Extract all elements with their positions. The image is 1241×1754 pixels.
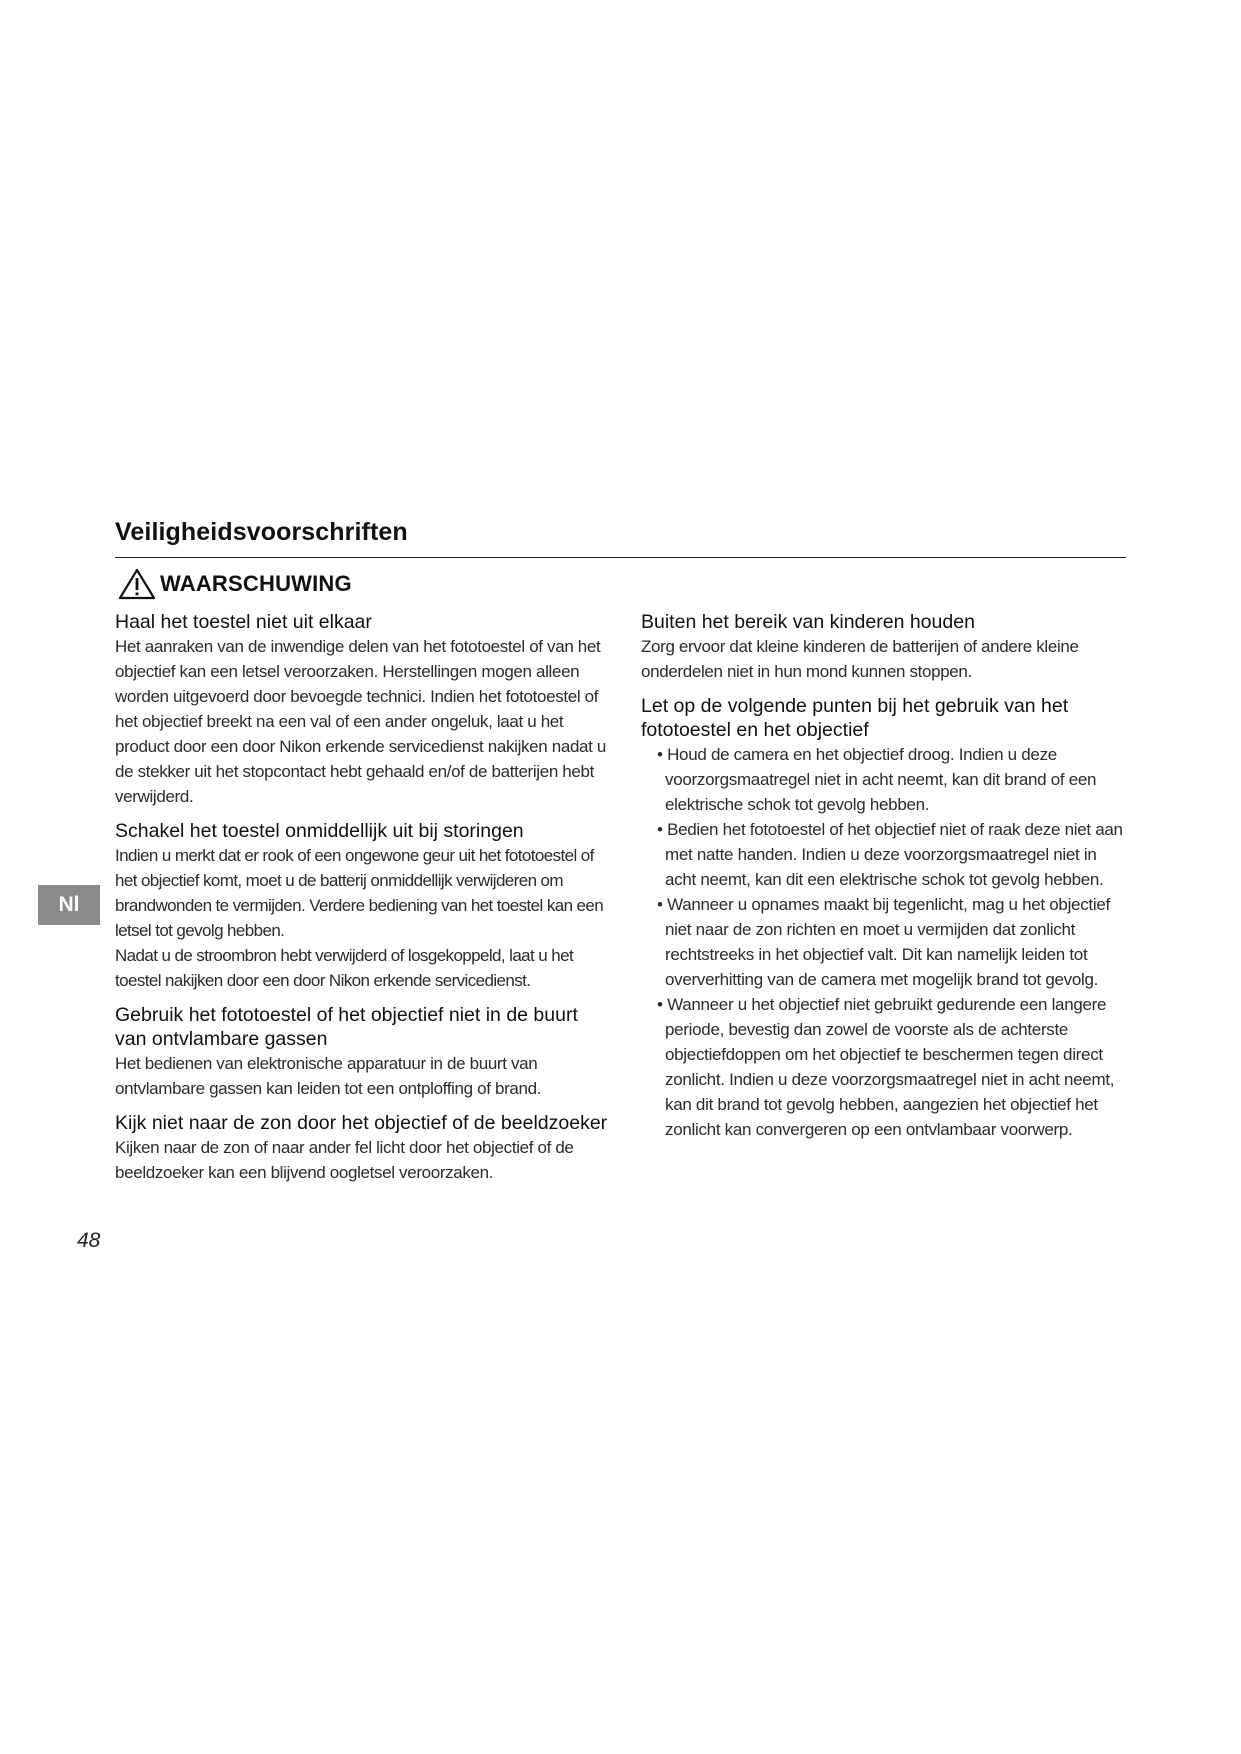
warning-triangle-icon [118, 568, 156, 600]
section-heading: Kijk niet naar de zon door het objectief of de beeldzoeker [115, 1112, 608, 1134]
section-heading: Buiten het bereik van kinderen houden [641, 611, 975, 633]
warning-heading [118, 568, 352, 600]
section-usage-precautions [641, 694, 1131, 1142]
section-body-secondary: Nadat u de stroombron hebt verwijderd of losgekoppeld, laat u het toestel nakijken door een door Nikon erkende servicedienst. [115, 946, 574, 990]
list-item: • Wanneer u opnames maakt bij tegenlicht, mag u het objectief niet naar de zon richten en moet u vermijden dat zonlicht rechtstreeks in het objectief valt. Dit kan namelijk leiden tot oververhitting van de camera met mogelijk brand tot gevolg. [657, 895, 1110, 989]
section-disassemble [115, 610, 613, 809]
section-heading: Gebruik het fototoestel of het objectief niet in de buurt van ontvlambare gassen [115, 1004, 578, 1050]
warning-label: WAARSCHUWING [160, 571, 352, 596]
section-children [641, 610, 1131, 684]
precaution-list [641, 742, 1131, 1142]
section-body: Indien u merkt dat er rook of een ongewone geur uit het fototoestel of het objectief komt, moet u de batterij onmiddellijk verwijderen om brandwonden te vermijden. Verdere bediening van het toestel kan een letsel tot gevolg hebben. [115, 846, 604, 940]
section-heading: Schakel het toestel onmiddellijk uit bij storingen [115, 820, 524, 842]
list-item: • Wanneer u het objectief niet gebruikt gedurende een langere periode, bevestig dan zowel de voorste als de achterste objectiefdoppen om het objectief te beschermen tegen direct zonlicht. Indien u deze voorzorgsmaatregel niet in acht neemt, kan dit brand tot gevolg hebben, aangezien het objectief het zonlicht kan convergeren op een ontvlambaar voorwerp. [657, 995, 1115, 1139]
section-body: Zorg ervoor dat kleine kinderen de batterijen of andere kleine onderdelen niet in hun mond kunnen stoppen. [641, 637, 1079, 681]
page-number: 48 [77, 1229, 101, 1252]
list-item: • Houd de camera en het objectief droog. Indien u deze voorzorgsmaatregel niet in acht neemt, kan dit brand of een elektrische schok tot gevolg hebben. [657, 745, 1097, 814]
section-heading: Let op de volgende punten bij het gebruik van het fototoestel en het objectief [641, 695, 1069, 741]
right-column [641, 610, 1131, 1152]
section-body: Kijken naar de zon of naar ander fel licht door het objectief of de beeldzoeker kan een blijvend oogletsel veroorzaken. [115, 1138, 574, 1182]
title-divider [115, 557, 1126, 558]
section-body: Het aanraken van de inwendige delen van het fototoestel of van het objectief kan een letsel veroorzaken. Herstellingen mogen alleen worden uitgevoerd door bevoegde technici. Indien het fototoestel of het objectief breekt na een val of een ander ongeluk, laat u het product door een door Nikon erkende servicedienst nakijken nadat u de stekker uit het stopcontact hebt gehaald en/of de batterijen hebt verwijderd. [115, 637, 607, 806]
section-sun-viewing [115, 1111, 613, 1185]
section-malfunction [115, 819, 613, 993]
page-title: Veiligheidsvoorschriften [115, 518, 408, 546]
section-body: Het bedienen van elektronische apparatuur in de buurt van ontvlambare gassen kan leiden tot een ontploffing of brand. [115, 1054, 542, 1098]
left-column [115, 610, 613, 1195]
section-heading: Haal het toestel niet uit elkaar [115, 611, 372, 633]
section-flammable-gas [115, 1003, 613, 1101]
language-tab: Nl [38, 885, 100, 925]
list-item: • Bedien het fototoestel of het objectief niet of raak deze niet aan met natte handen. Indien u deze voorzorgsmaatregel niet in acht neemt, kan dit een elektrische schok tot gevolg hebben. [657, 820, 1123, 889]
